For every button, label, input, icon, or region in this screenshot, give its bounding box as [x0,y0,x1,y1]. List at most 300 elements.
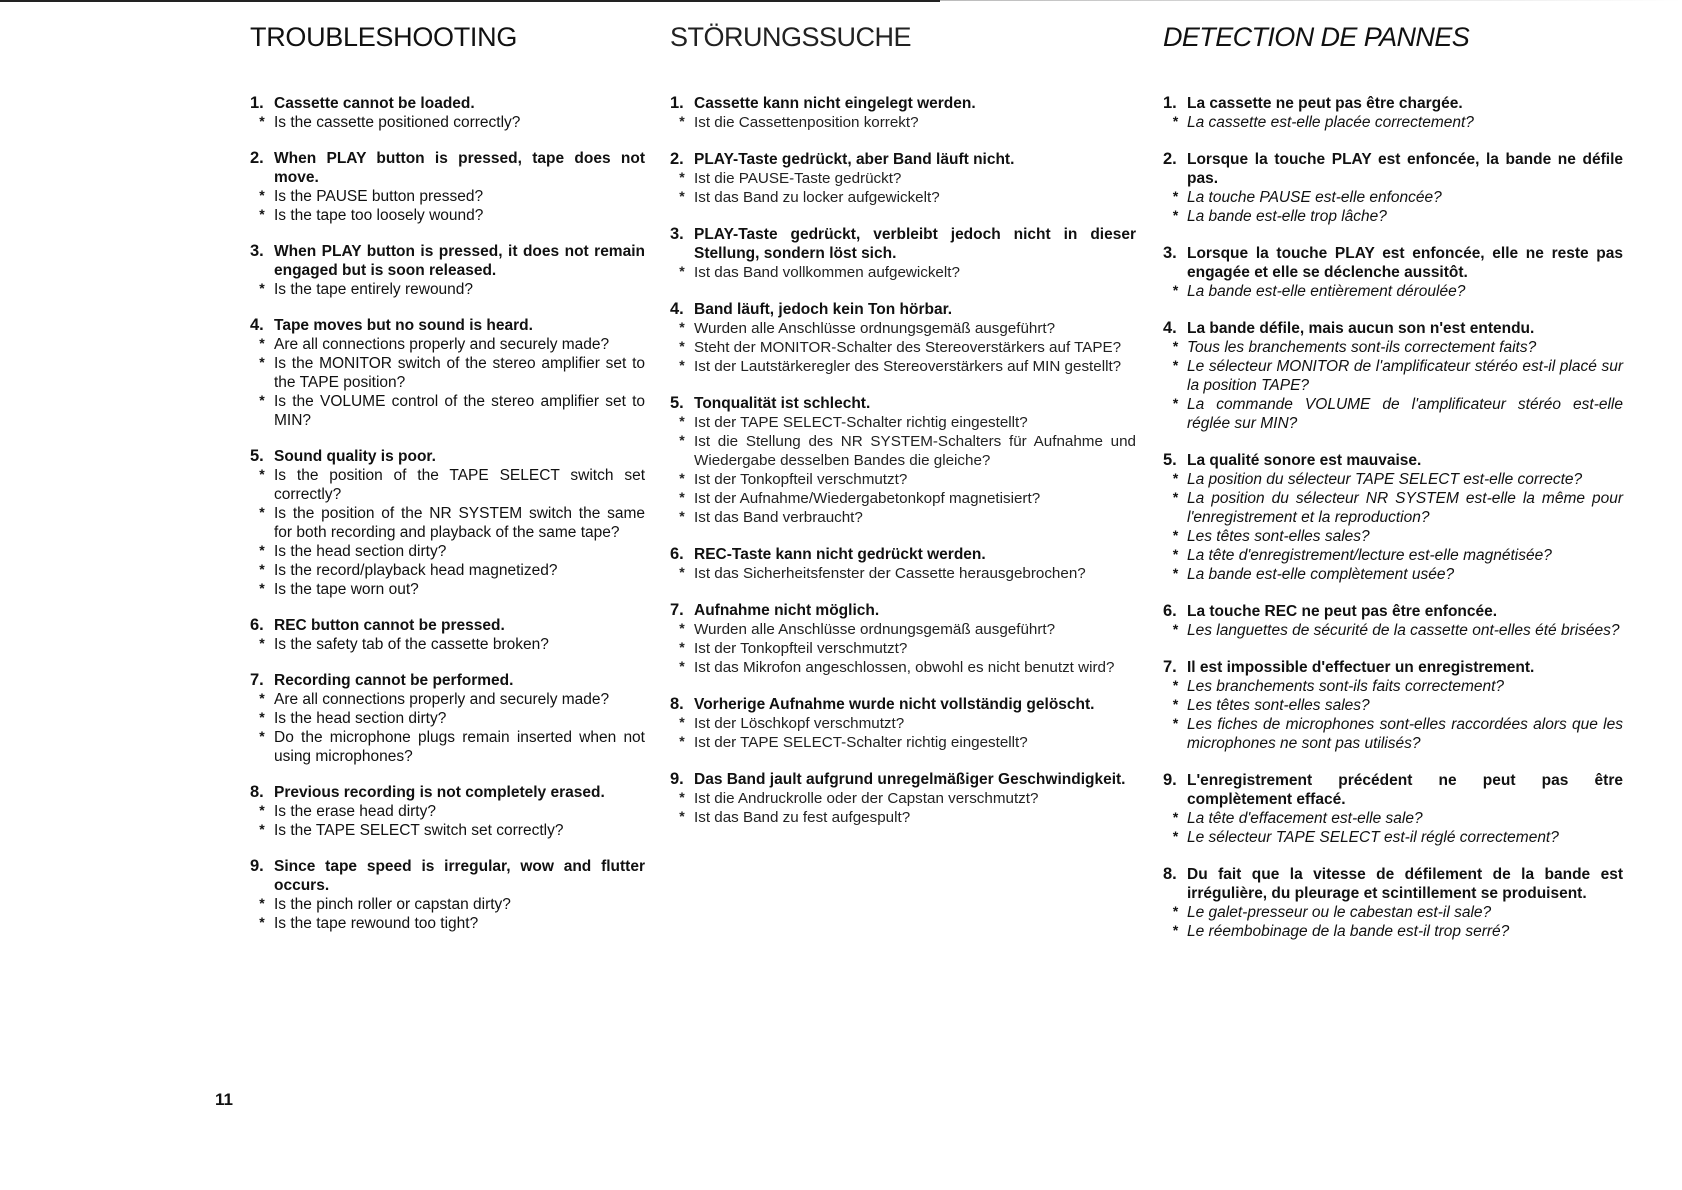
trouble-question [1163,865,1623,903]
trouble-item [670,94,1136,132]
trouble-item [670,601,1136,677]
item-number: 6. [250,616,264,634]
question-text: Sound quality is poor. [274,448,436,465]
check-text: Is the pinch roller or capstan dirty? [274,896,511,913]
check-text: Ist die PAUSE-Taste gedrückt? [694,170,902,187]
page-number: 11 [215,1090,233,1109]
question-text: Lorsque la touche PLAY est enfoncée, elle ne reste pas engagée et elle se déclenche aussitôt. [1187,245,1623,281]
trouble-question [1163,602,1623,621]
check-item [670,489,1136,508]
check-item [250,821,645,840]
check-item [670,564,1136,583]
question-text: REC-Taste kann nicht gedrückt werden. [694,546,986,563]
trouble-item [250,94,645,132]
check-item [250,914,645,933]
trouble-item [670,150,1136,207]
item-number: 3. [250,242,264,260]
check-item [250,354,645,392]
asterisk-bullet-icon: * [259,561,265,577]
asterisk-bullet-icon: * [679,432,685,448]
check-item [670,658,1136,677]
question-text: Cassette kann nicht eingelegt werden. [694,95,976,112]
check-text: Le sélecteur TAPE SELECT est-il réglé correctement? [1187,829,1559,846]
trouble-question [250,242,645,280]
trouble-item [250,316,645,430]
asterisk-bullet-icon: * [679,470,685,486]
check-item [670,169,1136,188]
item-number: 2. [250,149,264,167]
check-text: Is the position of the NR SYSTEM switch the same for both recording and playback of the same tape? [274,505,645,541]
question-text: La touche REC ne peut pas être enfoncée. [1187,603,1498,620]
check-text: Le réembobinage de la bande est-il trop serré? [1187,923,1510,940]
asterisk-bullet-icon: * [679,658,685,674]
trouble-item [1163,658,1623,753]
check-text: Is the head section dirty? [274,543,447,560]
check-item [1163,527,1623,546]
trouble-question [1163,451,1623,470]
question-text: La qualité sonore est mauvaise. [1187,452,1422,469]
trouble-question [670,601,1136,620]
trouble-item [670,770,1136,827]
asterisk-bullet-icon: * [259,187,265,203]
item-number: 6. [1163,602,1177,620]
asterisk-bullet-icon: * [1172,470,1178,486]
check-item [250,895,645,914]
check-text: Ist der TAPE SELECT-Schalter richtig eingestellt? [694,734,1028,751]
check-item [1163,715,1623,753]
asterisk-bullet-icon: * [1172,338,1178,354]
trouble-question [250,783,645,802]
trouble-question [250,857,645,895]
check-text: Ist die Andruckrolle oder der Capstan verschmutzt? [694,790,1039,807]
item-number: 8. [250,783,264,801]
check-text: Wurden alle Anschlüsse ordnungsgemäß ausgeführt? [694,621,1056,638]
check-text: Ist der Tonkopfteil verschmutzt? [694,471,908,488]
trouble-item [250,783,645,840]
check-text: Ist das Band zu locker aufgewickelt? [694,189,940,206]
question-text: PLAY-Taste gedrückt, aber Band läuft nicht. [694,151,1015,168]
check-item [250,113,645,132]
check-text: Les fiches de microphones sont-elles raccordées alors que les microphones ne sont pas utilisés? [1187,716,1623,752]
asterisk-bullet-icon: * [679,338,685,354]
trouble-item [250,242,645,299]
check-item [250,580,645,599]
trouble-question [670,150,1136,169]
check-text: Is the tape entirely rewound? [274,281,474,298]
check-item [670,714,1136,733]
check-item [1163,188,1623,207]
sections-french [1163,94,1623,941]
sections-english [250,94,645,933]
check-item [250,561,645,580]
asterisk-bullet-icon: * [259,914,265,930]
asterisk-bullet-icon: * [1172,282,1178,298]
asterisk-bullet-icon: * [1172,395,1178,411]
column-german [670,22,1136,845]
check-item [250,206,645,225]
check-text: La tête d'effacement est-elle sale? [1187,810,1423,827]
check-item [1163,470,1623,489]
check-text: Ist der Aufnahme/Wiedergabetonkopf magnetisiert? [694,490,1041,507]
asterisk-bullet-icon: * [679,263,685,279]
item-number: 9. [670,770,684,788]
check-text: Ist das Mikrofon angeschlossen, obwohl es nicht benutzt wird? [694,659,1115,676]
check-item [1163,395,1623,433]
trouble-item [1163,319,1623,433]
check-text: Is the head section dirty? [274,710,447,727]
item-number: 8. [1163,865,1177,883]
check-item [250,635,645,654]
asterisk-bullet-icon: * [259,635,265,651]
check-item [1163,357,1623,395]
question-text: PLAY-Taste gedrückt, verbleibt jedoch nicht in dieser Stellung, sondern löst sich. [694,226,1136,262]
check-text: Is the cassette positioned correctly? [274,114,521,131]
trouble-question [670,94,1136,113]
trouble-item [250,447,645,599]
asterisk-bullet-icon: * [1172,677,1178,693]
trouble-item [670,394,1136,527]
asterisk-bullet-icon: * [679,639,685,655]
item-number: 1. [1163,94,1177,112]
item-number: 7. [670,601,684,619]
check-item [250,504,645,542]
asterisk-bullet-icon: * [679,489,685,505]
item-number: 7. [250,671,264,689]
check-item [1163,621,1623,640]
question-text: Tape moves but no sound is heard. [274,317,533,334]
check-item [250,466,645,504]
check-item [1163,546,1623,565]
question-text: When PLAY button is pressed, it does not remain engaged but is soon released. [274,243,645,279]
trouble-item [670,545,1136,583]
check-item [670,188,1136,207]
check-item [1163,282,1623,301]
trouble-question [1163,771,1623,809]
heading-english: TROUBLESHOOTING [250,22,518,52]
check-item [670,620,1136,639]
check-item [1163,565,1623,584]
check-text: La position du sélecteur TAPE SELECT est-elle correcte? [1187,471,1583,488]
asterisk-bullet-icon: * [1172,113,1178,129]
check-item [670,432,1136,470]
asterisk-bullet-icon: * [679,319,685,335]
asterisk-bullet-icon: * [259,802,265,818]
check-item [670,808,1136,827]
question-text: Cassette cannot be loaded. [274,95,475,112]
trouble-question [1163,319,1623,338]
trouble-question [1163,658,1623,677]
question-text: L'enregistrement précédent ne peut pas être complètement effacé. [1187,772,1623,808]
question-text: Band läuft, jedoch kein Ton hörbar. [694,301,953,318]
item-number: 4. [1163,319,1177,337]
question-text: When PLAY button is pressed, tape does not move. [274,150,645,186]
check-text: Is the record/playback head magnetized? [274,562,558,579]
trouble-question [250,447,645,466]
trouble-item [670,300,1136,376]
check-text: Ist das Band vollkommen aufgewickelt? [694,264,960,281]
asterisk-bullet-icon: * [1172,207,1178,223]
check-text: Is the erase head dirty? [274,803,436,820]
check-text: Les branchements sont-ils faits correctement? [1187,678,1505,695]
check-text: La bande est-elle complètement usée? [1187,566,1455,583]
trouble-item [670,225,1136,282]
item-number: 4. [250,316,264,334]
asterisk-bullet-icon: * [259,728,265,744]
check-text: Is the MONITOR switch of the stereo amplifier set to the TAPE position? [274,355,645,391]
trouble-item [1163,244,1623,301]
asterisk-bullet-icon: * [679,113,685,129]
check-text: Ist der Tonkopfteil verschmutzt? [694,640,908,657]
check-item [250,335,645,354]
item-number: 3. [1163,244,1177,262]
check-text: Is the tape too loosely wound? [274,207,484,224]
asterisk-bullet-icon: * [259,354,265,370]
check-text: Is the tape rewound too tight? [274,915,479,932]
check-item [250,542,645,561]
trouble-question [250,316,645,335]
asterisk-bullet-icon: * [679,714,685,730]
check-item [250,802,645,821]
trouble-question [250,616,645,635]
asterisk-bullet-icon: * [259,392,265,408]
asterisk-bullet-icon: * [679,169,685,185]
check-text: Le galet-presseur ou le cabestan est-il sale? [1187,904,1492,921]
check-text: Les têtes sont-elles sales? [1187,697,1370,714]
check-text: Les languettes de sécurité de la cassette ont-elles été brisées? [1187,622,1620,639]
asterisk-bullet-icon: * [259,709,265,725]
check-item [670,639,1136,658]
asterisk-bullet-icon: * [1172,922,1178,938]
check-item [670,338,1136,357]
check-text: La bande est-elle entièrement déroulée? [1187,283,1466,300]
item-number: 1. [670,94,684,112]
check-item [1163,677,1623,696]
item-number: 5. [250,447,264,465]
check-item [1163,696,1623,715]
item-number: 7. [1163,658,1177,676]
asterisk-bullet-icon: * [679,508,685,524]
question-text: La cassette ne peut pas être chargée. [1187,95,1463,112]
asterisk-bullet-icon: * [259,113,265,129]
asterisk-bullet-icon: * [679,789,685,805]
asterisk-bullet-icon: * [259,335,265,351]
top-rule [0,0,940,2]
check-text: Ist der Lautstärkeregler des Stereoverstärkers auf MIN gestellt? [694,358,1122,375]
check-text: La touche PAUSE est-elle enfoncée? [1187,189,1442,206]
question-text: Since tape speed is irregular, wow and flutter occurs. [274,858,645,894]
asterisk-bullet-icon: * [1172,357,1178,373]
check-text: Ist die Stellung des NR SYSTEM-Schalters für Aufnahme und Wiedergabe desselben Bandes die gleiche? [694,433,1136,469]
check-item [670,789,1136,808]
asterisk-bullet-icon: * [259,580,265,596]
trouble-item [250,149,645,225]
item-number: 5. [670,394,684,412]
check-text: Are all connections properly and securely made? [274,336,610,353]
check-text: Is the VOLUME control of the stereo amplifier set to MIN? [274,393,645,429]
item-number: 2. [1163,150,1177,168]
heading-german: STÖRUNGSSUCHE [670,22,912,52]
check-text: Les têtes sont-elles sales? [1187,528,1370,545]
asterisk-bullet-icon: * [259,206,265,222]
check-item [250,690,645,709]
item-number: 4. [670,300,684,318]
check-text: Are all connections properly and securely made? [274,691,610,708]
trouble-question [670,545,1136,564]
item-number: 5. [1163,451,1177,469]
check-text: La tête d'enregistrement/lecture est-elle magnétisée? [1187,547,1552,564]
check-text: Steht der MONITOR-Schalter des Stereoverstärkers auf TAPE? [694,339,1122,356]
trouble-item [1163,771,1623,847]
check-item [250,709,645,728]
check-item [670,113,1136,132]
check-item [670,470,1136,489]
check-item [670,413,1136,432]
check-text: La position du sélecteur NR SYSTEM est-elle la même pour l'enregistrement et la reproduction? [1187,490,1623,526]
question-text: Vorherige Aufnahme wurde nicht vollständig gelöscht. [694,696,1095,713]
item-number: 8. [670,695,684,713]
check-item [1163,828,1623,847]
trouble-question [670,770,1136,789]
trouble-item [250,616,645,654]
question-text: Lorsque la touche PLAY est enfoncée, la bande ne défile pas. [1187,151,1623,187]
trouble-question [250,94,645,113]
item-number: 1. [250,94,264,112]
trouble-question [670,394,1136,413]
question-text: Aufnahme nicht möglich. [694,602,880,619]
asterisk-bullet-icon: * [1172,809,1178,825]
asterisk-bullet-icon: * [259,542,265,558]
asterisk-bullet-icon: * [259,280,265,296]
asterisk-bullet-icon: * [1172,546,1178,562]
asterisk-bullet-icon: * [679,413,685,429]
sections-german [670,94,1136,827]
check-item [1163,207,1623,226]
check-text: Ist das Band verbraucht? [694,509,863,526]
asterisk-bullet-icon: * [259,821,265,837]
trouble-item [1163,94,1623,132]
check-item [1163,489,1623,527]
asterisk-bullet-icon: * [1172,527,1178,543]
check-text: Is the tape worn out? [274,581,419,598]
item-number: 9. [250,857,264,875]
question-text: REC button cannot be pressed. [274,617,505,634]
check-text: Tous les branchements sont-ils correctement faits? [1187,339,1537,356]
heading-french: DETECTION DE PANNES [1163,22,1470,52]
trouble-question [1163,94,1623,113]
top-rule-faded [940,0,1682,1]
trouble-item [1163,451,1623,584]
check-item [1163,922,1623,941]
asterisk-bullet-icon: * [679,620,685,636]
check-text: Is the TAPE SELECT switch set correctly? [274,822,564,839]
check-text: Ist der TAPE SELECT-Schalter richtig eingestellt? [694,414,1028,431]
check-item [670,357,1136,376]
question-text: Du fait que la vitesse de défilement de la bande est irrégulière, du pleurage et scintillement se produisent. [1187,866,1623,902]
check-item [1163,903,1623,922]
asterisk-bullet-icon: * [259,504,265,520]
trouble-item [250,857,645,933]
asterisk-bullet-icon: * [259,895,265,911]
question-text: Das Band jault aufgrund unregelmäßiger Geschwindigkeit. [694,771,1126,788]
trouble-question [250,149,645,187]
trouble-item [1163,602,1623,640]
check-item [250,392,645,430]
trouble-question [1163,244,1623,282]
asterisk-bullet-icon: * [679,808,685,824]
trouble-question [670,300,1136,319]
check-text: Ist der Löschkopf verschmutzt? [694,715,905,732]
question-text: Recording cannot be performed. [274,672,514,689]
check-text: Do the microphone plugs remain inserted when not using microphones? [274,729,645,765]
check-text: Ist die Cassettenposition korrekt? [694,114,919,131]
trouble-question [670,695,1136,714]
check-item [670,319,1136,338]
asterisk-bullet-icon: * [679,564,685,580]
asterisk-bullet-icon: * [1172,696,1178,712]
trouble-item [1163,150,1623,226]
asterisk-bullet-icon: * [1172,565,1178,581]
trouble-item [670,695,1136,752]
question-text: Tonqualität ist schlecht. [694,395,871,412]
asterisk-bullet-icon: * [679,188,685,204]
check-item [670,263,1136,282]
check-text: Is the safety tab of the cassette broken? [274,636,549,653]
trouble-item [1163,865,1623,941]
check-item [1163,338,1623,357]
column-english [250,22,645,950]
question-text: Il est impossible d'effectuer un enregistrement. [1187,659,1535,676]
item-number: 6. [670,545,684,563]
asterisk-bullet-icon: * [259,466,265,482]
check-item [1163,113,1623,132]
check-item [250,728,645,766]
question-text: La bande défile, mais aucun son n'est entendu. [1187,320,1535,337]
item-number: 9. [1163,771,1177,789]
item-number: 2. [670,150,684,168]
question-text: Previous recording is not completely erased. [274,784,605,801]
check-text: La bande est-elle trop lâche? [1187,208,1387,225]
trouble-question [1163,150,1623,188]
check-text: Is the position of the TAPE SELECT switch set correctly? [274,467,645,503]
item-number: 3. [670,225,684,243]
asterisk-bullet-icon: * [679,357,685,373]
check-text: Wurden alle Anschlüsse ordnungsgemäß ausgeführt? [694,320,1056,337]
asterisk-bullet-icon: * [1172,621,1178,637]
trouble-question [250,671,645,690]
trouble-question [670,225,1136,263]
asterisk-bullet-icon: * [1172,188,1178,204]
asterisk-bullet-icon: * [259,690,265,706]
check-item [250,187,645,206]
check-text: Le sélecteur MONITOR de l'amplificateur stéréo est-il placé sur la position TAPE? [1187,358,1623,394]
check-item [670,508,1136,527]
asterisk-bullet-icon: * [1172,903,1178,919]
check-text: La commande VOLUME de l'amplificateur stéréo est-elle réglée sur MIN? [1187,396,1623,432]
check-item [670,733,1136,752]
asterisk-bullet-icon: * [1172,715,1178,731]
column-french [1163,22,1623,959]
check-item [1163,809,1623,828]
check-text: Is the PAUSE button pressed? [274,188,484,205]
trouble-item [250,671,645,766]
check-text: Ist das Band zu fest aufgespult? [694,809,911,826]
check-text: La cassette est-elle placée correctement? [1187,114,1474,131]
check-item [250,280,645,299]
asterisk-bullet-icon: * [1172,489,1178,505]
asterisk-bullet-icon: * [1172,828,1178,844]
asterisk-bullet-icon: * [679,733,685,749]
check-text: Ist das Sicherheitsfenster der Cassette herausgebrochen? [694,565,1086,582]
